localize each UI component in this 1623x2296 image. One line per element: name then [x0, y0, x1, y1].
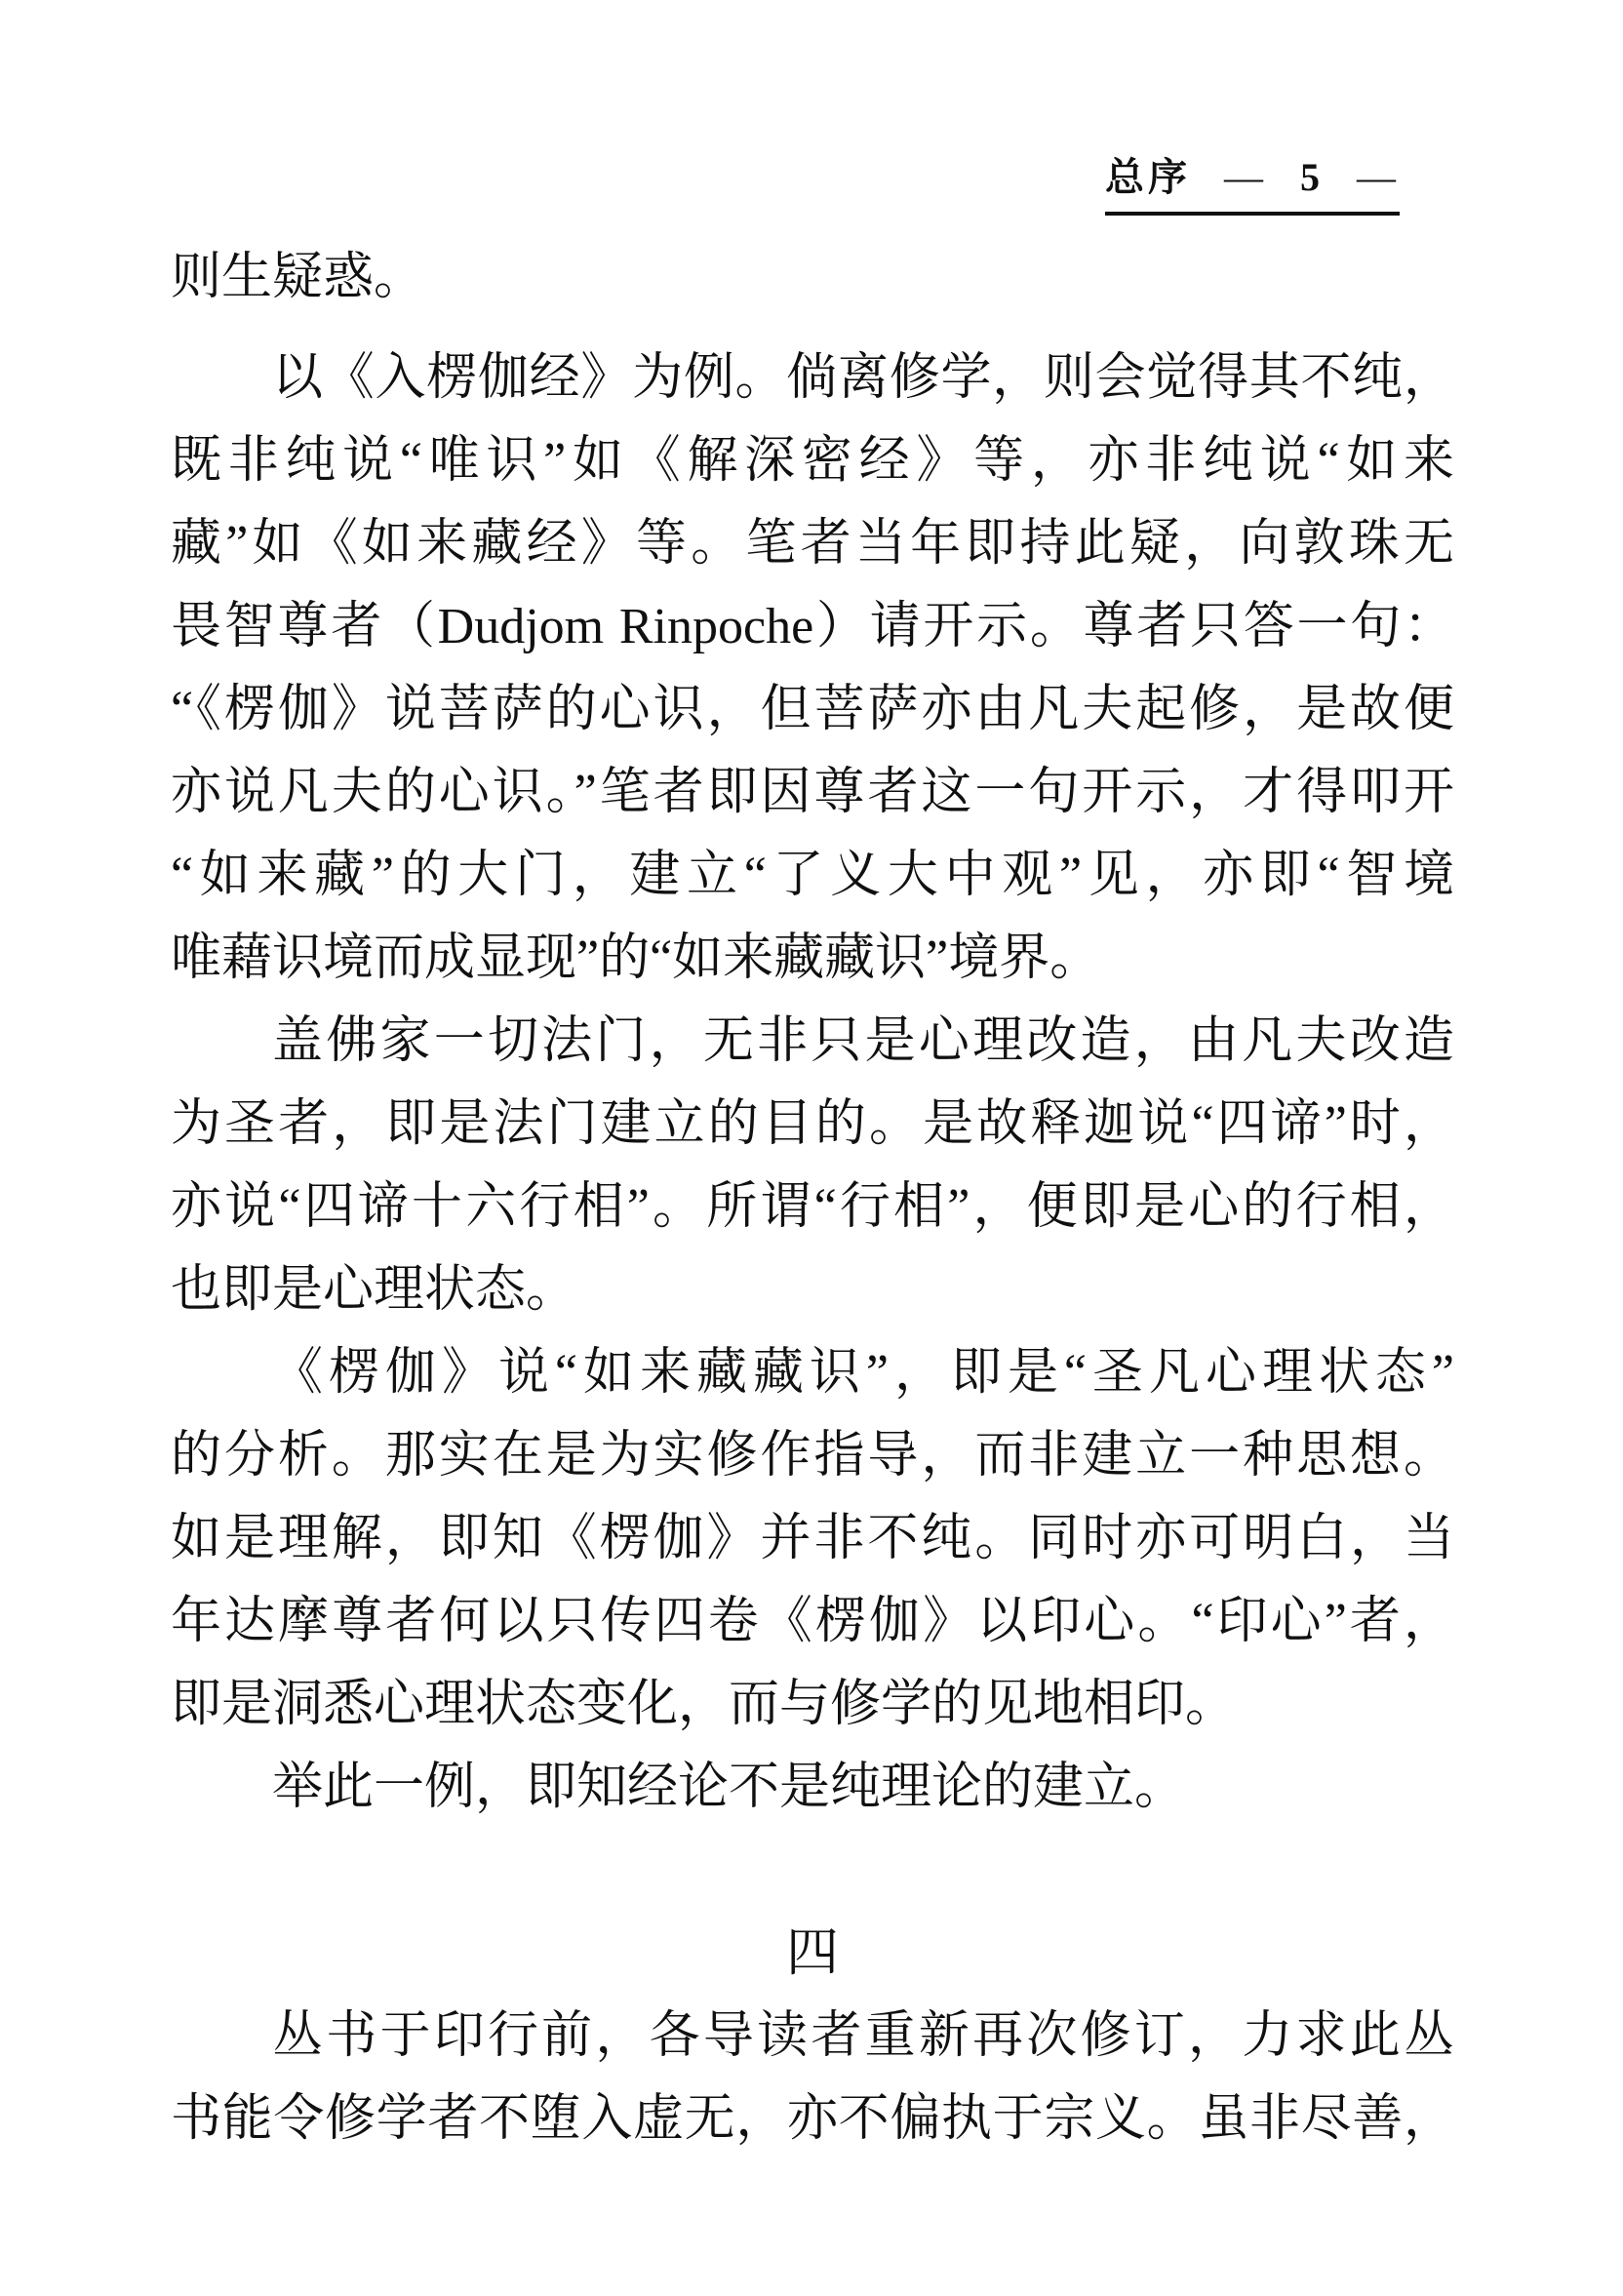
text-line: 亦说凡夫的心识。”笔者即因尊者这一句开示，才得叩开 [171, 765, 1454, 820]
paragraph [171, 236, 1454, 319]
text-line: 为圣者，即是法门建立的目的。是故释迦说“四谛”时， [171, 1096, 1454, 1152]
header-dash-left: — [1224, 155, 1267, 199]
text-line: 书能令修学者不堕入虚无，亦不偏执于宗义。虽非尽善， [171, 2091, 1454, 2147]
text-line: 畏智尊者（Dudjom Rinpoche）请开示。尊者只答一句： [171, 599, 1454, 654]
text-line: 藏”如《如来藏经》等。笔者当年即持此疑，向敦珠无 [171, 516, 1454, 572]
text-line: 唯藉识境而成显现”的“如来藏藏识”境界。 [171, 930, 1101, 986]
text-line: 《楞伽》说“如来藏藏识”，即是“圣凡心理状态” [272, 1345, 1454, 1401]
paragraph [171, 1331, 1454, 1746]
text-line: 以《入楞伽经》为例。倘离修学，则会觉得其不纯， [272, 350, 1454, 406]
running-head-title: 总序 [1105, 155, 1191, 199]
paragraph [171, 336, 1454, 1000]
running-head [1105, 146, 1400, 216]
text-line: “如来藏”的大门，建立“了义大中观”见，亦即“智境 [171, 848, 1454, 903]
text-line: 盖佛家一切法门，无非只是心理改造，由凡夫改造 [272, 1013, 1454, 1069]
text-line: 的分析。那实在是为实修作指导，而非建立一种思想。 [171, 1428, 1454, 1484]
paragraph [171, 1995, 1454, 2160]
paragraph [171, 1746, 1454, 1829]
text-line: 既非纯说“唯识”如《解深密经》等，亦非纯说“如来 [171, 433, 1454, 489]
body-text [171, 236, 1454, 2160]
text-line: “《楞伽》说菩萨的心识，但菩萨亦由凡夫起修，是故便 [171, 682, 1454, 737]
header-dash-right: — [1357, 155, 1400, 199]
text-line: 也即是心理状态。 [171, 1262, 577, 1318]
page-number: 5 [1300, 155, 1324, 199]
section-heading: 四 [786, 1923, 839, 1982]
text-line: 年达摩尊者何以只传四卷《楞伽》以印心。“印心”者， [171, 1594, 1454, 1649]
paragraph [171, 1000, 1454, 1331]
text-line: 举此一例，即知经论不是纯理论的建立。 [272, 1760, 1186, 1815]
text-line: 丛书于印行前，各导读者重新再次修订，力求此丛 [272, 2008, 1454, 2064]
text-line: 亦说“四谛十六行相”。所谓“行相”，便即是心的行相， [171, 1179, 1454, 1235]
text-line: 则生疑惑。 [171, 250, 425, 305]
text-line: 如是理解，即知《楞伽》并非不纯。同时亦可明白，当 [171, 1511, 1454, 1566]
text-line: 即是洞悉心理状态变化，而与修学的见地相印。 [171, 1677, 1237, 1732]
